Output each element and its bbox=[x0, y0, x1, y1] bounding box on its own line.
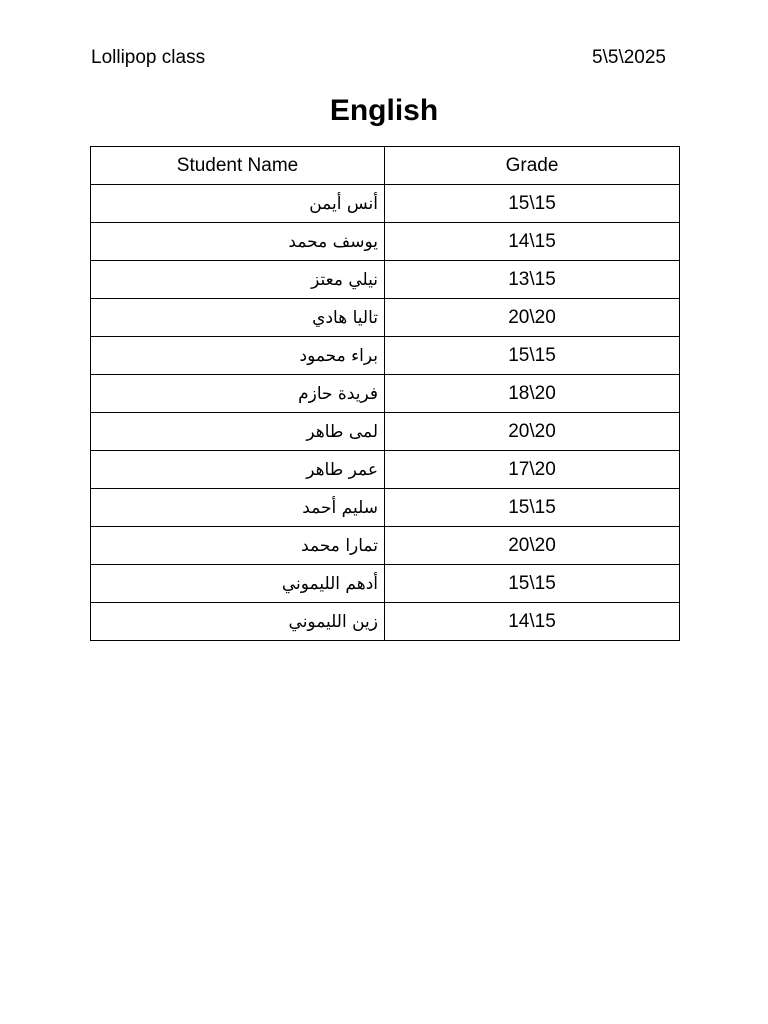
student-name-cell: أدهم الليموني bbox=[91, 565, 385, 603]
grade-cell: 15\15 bbox=[385, 565, 680, 603]
table-row bbox=[91, 223, 680, 261]
student-name-cell: براء محمود bbox=[91, 337, 385, 375]
student-name-cell: أنس أيمن bbox=[91, 185, 385, 223]
table-row bbox=[91, 413, 680, 451]
student-name-cell: زين الليموني bbox=[91, 603, 385, 641]
student-name-cell: يوسف محمد bbox=[91, 223, 385, 261]
student-name-cell: تاليا هادي bbox=[91, 299, 385, 337]
student-name-cell: فريدة حازم bbox=[91, 375, 385, 413]
student-name-cell: لمى طاهر bbox=[91, 413, 385, 451]
table-row bbox=[91, 337, 680, 375]
student-name-cell: تمارا محمد bbox=[91, 527, 385, 565]
student-name-cell: نيلي معتز bbox=[91, 261, 385, 299]
table-row bbox=[91, 565, 680, 603]
table-row bbox=[91, 527, 680, 565]
table-row bbox=[91, 451, 680, 489]
table-row bbox=[91, 489, 680, 527]
column-header-student-name: Student Name bbox=[91, 147, 385, 185]
page-title: English bbox=[329, 94, 439, 127]
student-name-cell: عمر طاهر bbox=[91, 451, 385, 489]
table-row bbox=[91, 299, 680, 337]
grade-cell: 17\20 bbox=[385, 451, 680, 489]
table-row bbox=[91, 603, 680, 641]
grade-cell: 13\15 bbox=[385, 261, 680, 299]
grade-cell: 20\20 bbox=[385, 527, 680, 565]
student-name-cell: سليم أحمد bbox=[91, 489, 385, 527]
grade-cell: 20\20 bbox=[385, 413, 680, 451]
grade-cell: 15\15 bbox=[385, 185, 680, 223]
grades-table bbox=[90, 146, 680, 641]
grade-cell: 14\15 bbox=[385, 603, 680, 641]
table-row bbox=[91, 261, 680, 299]
grade-cell: 18\20 bbox=[385, 375, 680, 413]
table-header-row bbox=[91, 147, 680, 185]
class-name: Lollipop class bbox=[91, 47, 206, 68]
grade-cell: 15\15 bbox=[385, 337, 680, 375]
table-row bbox=[91, 375, 680, 413]
document-date: 5\5\2025 bbox=[592, 47, 666, 68]
grade-cell: 14\15 bbox=[385, 223, 680, 261]
column-header-grade: Grade bbox=[385, 147, 680, 185]
table-row bbox=[91, 185, 680, 223]
grade-cell: 20\20 bbox=[385, 299, 680, 337]
grade-cell: 15\15 bbox=[385, 489, 680, 527]
